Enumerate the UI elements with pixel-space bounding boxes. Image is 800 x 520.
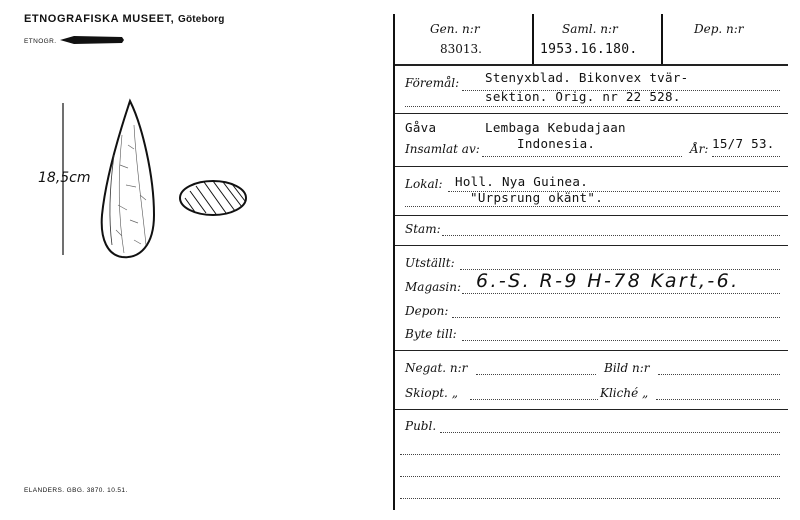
dotted-line (400, 454, 780, 455)
rule (395, 113, 788, 114)
bild-label: Bild n:r (604, 361, 650, 375)
lokal-label: Lokal: (405, 177, 443, 191)
dotted-line (462, 340, 780, 341)
lokal-line-1: Holl. Nya Guinea. (455, 174, 589, 189)
dotted-line (452, 317, 780, 318)
gava-label: Gåva (405, 120, 437, 135)
dotted-line (470, 399, 598, 400)
foremal-line-1: Stenyxblad. Bikonvex tvär- (485, 70, 689, 85)
publ-label: Publ. (405, 419, 437, 433)
dotted-line (400, 476, 780, 477)
saml-value: 1953.16.180. (540, 42, 638, 57)
kliche-label: Kliché „ (600, 386, 649, 400)
dotted-line (658, 374, 780, 375)
dotted-line (400, 498, 780, 499)
insamlat-label: Insamlat av: (405, 142, 480, 156)
dotted-line (405, 106, 780, 107)
dotted-line (448, 191, 780, 192)
gen-label: Gen. n:r (430, 22, 480, 36)
magasin-label: Magasin: (405, 280, 462, 294)
dotted-line (462, 90, 780, 91)
dotted-line (482, 156, 682, 157)
dep-label: Dep. n:r (694, 22, 744, 36)
gava-value: Lembaga Kebudajaan (485, 120, 626, 135)
arrow-icon (60, 34, 126, 46)
stam-label: Stam: (405, 222, 441, 236)
dotted-line (405, 206, 780, 207)
size-annotation: 18,5cm (38, 170, 91, 186)
depon-label: Depon: (405, 304, 449, 318)
museum-city: Göteborg (177, 14, 225, 25)
ar-value: 15/7 53. (712, 136, 775, 151)
dotted-line (442, 235, 780, 236)
dotted-line (462, 293, 780, 294)
card-divider-1 (532, 14, 534, 64)
lokal-line-2: "Urpsrung okänt". (470, 190, 604, 205)
negat-label: Negat. n:r (405, 361, 468, 375)
dotted-line (440, 432, 780, 433)
foremal-label: Föremål: (405, 76, 460, 90)
rule-top (395, 64, 788, 66)
museum-header (24, 13, 225, 25)
dotted-line (656, 399, 780, 400)
card-left-border (393, 14, 395, 510)
magasin-value: 6.-S. R-9 H-78 Kart,-6. (476, 270, 740, 292)
utstallt-label: Utställt: (405, 256, 455, 270)
printer-imprint: ELANDERS. GBG. 3870. 10.51. (24, 487, 128, 494)
dotted-line (476, 374, 596, 375)
byte-label: Byte till: (405, 327, 457, 341)
department-label: ETNOGR. (24, 38, 57, 45)
rule (395, 215, 788, 216)
rule (395, 350, 788, 351)
skiopt-label: Skiopt. „ (405, 386, 458, 400)
card-divider-2 (661, 14, 663, 64)
dotted-line (712, 156, 780, 157)
ar-label: År: (690, 142, 709, 156)
museum-name: ETNOGRAFISKA MUSEET, (24, 13, 175, 25)
gen-value: 83013. (440, 42, 482, 56)
insamlat-value: Indonesia. (517, 136, 596, 151)
rule (395, 409, 788, 410)
saml-label: Saml. n:r (562, 22, 618, 36)
rule (395, 166, 788, 167)
rule (395, 245, 788, 246)
foremal-line-2: sektion. Orig. nr 22 528. (485, 89, 681, 104)
